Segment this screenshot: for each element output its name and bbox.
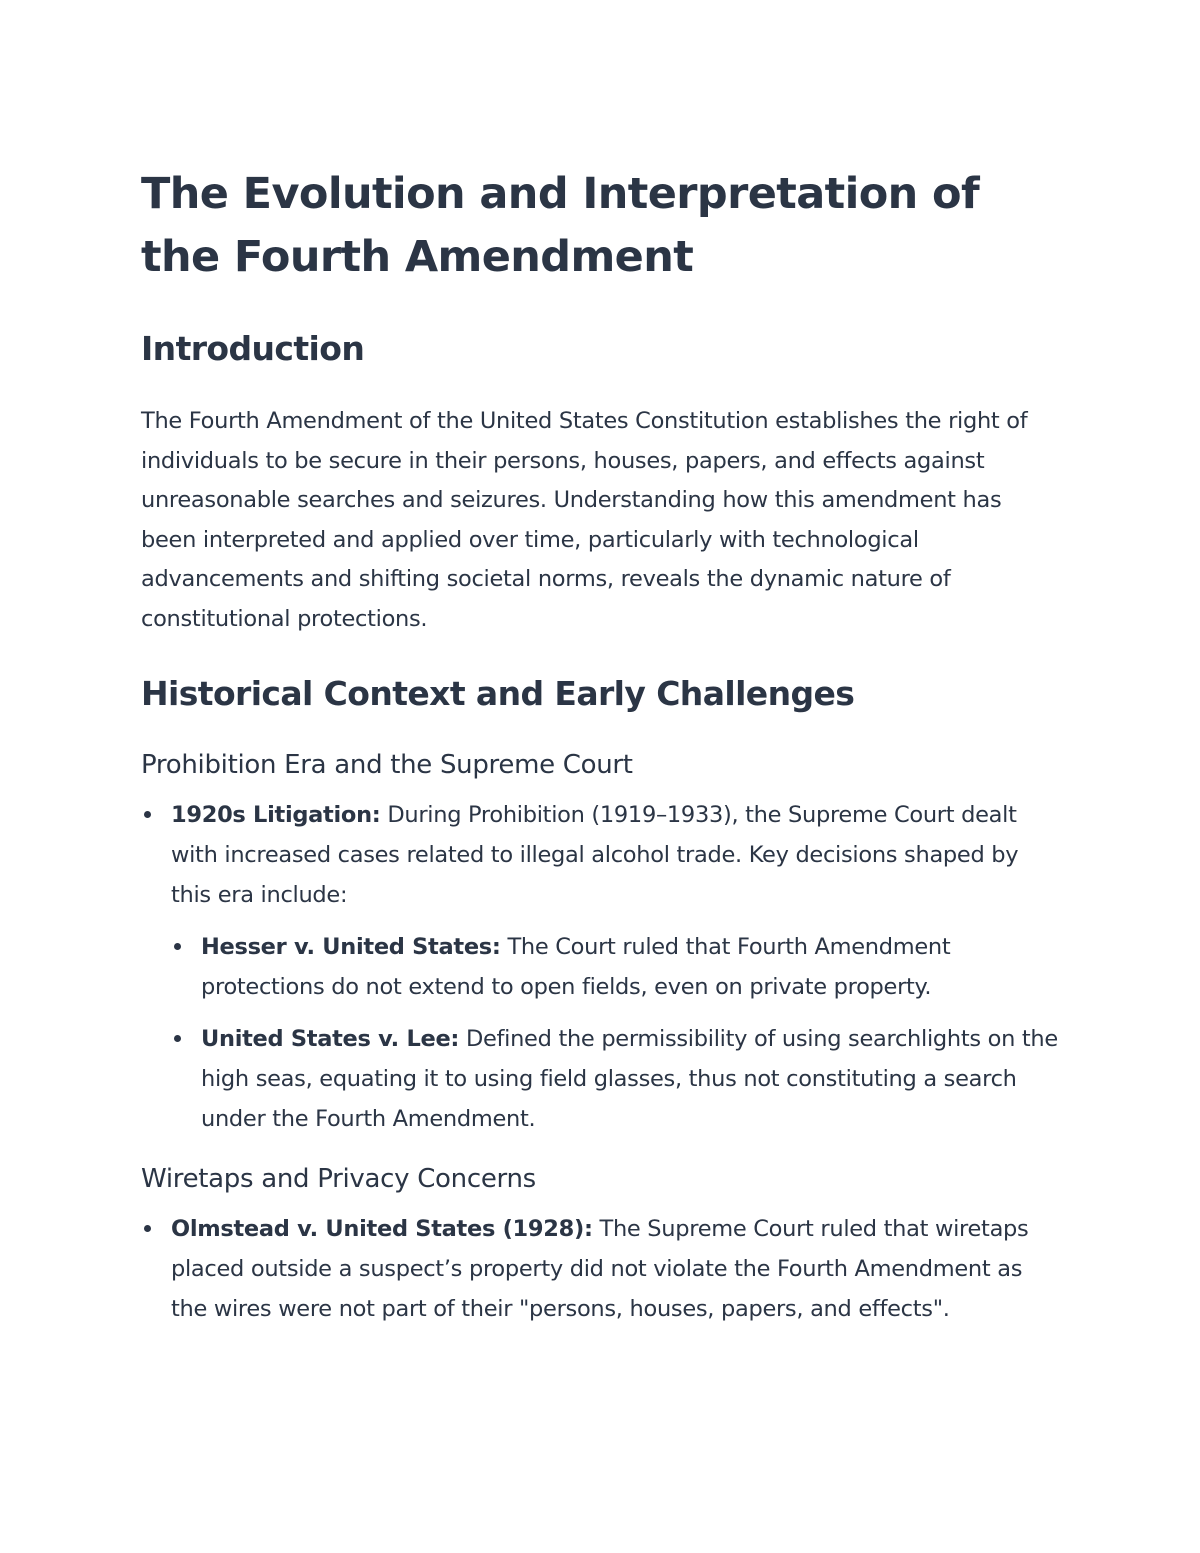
introduction-heading: Introduction [141, 329, 365, 368]
list-item [171, 927, 1060, 1007]
prohibition-list [141, 795, 1060, 1139]
item-label: Hesser v. United States: [201, 934, 501, 960]
item-text: The Court ruled that Fourth Amendment protections do not extend to open fields, even on private property. [201, 934, 951, 1000]
item-label: United States v. Lee: [201, 1026, 460, 1052]
historical-context-heading: Historical Context and Early Challenges [141, 674, 855, 713]
item-text: Defined the permissibility of using searchlights on the high seas, equating it to using field glasses, thus not constituting a search under the Fourth Amendment. [201, 1026, 1058, 1132]
bullet-icon [144, 811, 151, 818]
bullet-icon [174, 943, 181, 950]
list-item [141, 1209, 1060, 1329]
prohibition-era-heading: Prohibition Era and the Supreme Court [141, 750, 633, 780]
item-label: Olmstead v. United States (1928): [171, 1216, 593, 1242]
item-text: The Supreme Court ruled that wiretaps placed outside a suspect’s property did not violate the Fourth Amendment as the wires were not part of their "persons, houses, papers, and effects". [171, 1216, 1029, 1322]
bullet-icon [174, 1035, 181, 1042]
wiretaps-heading: Wiretaps and Privacy Concerns [141, 1164, 536, 1194]
case-sub-list [171, 927, 1060, 1139]
page-title: The Evolution and Interpretation of the Fourth Amendment [141, 169, 980, 282]
introduction-paragraph: The Fourth Amendment of the United States Constitution establishes the right of individuals to be secure in their persons, houses, papers, and effects against unreasonable searches and seizures. Understanding how this amendment has been interpreted and applied over time, particularly with technological advancements and shifting societal norms, reveals the dynamic nature of constitutional protections. [141, 408, 1028, 632]
bullet-icon [144, 1225, 151, 1232]
list-item [141, 795, 1060, 1139]
item-label: 1920s Litigation: [171, 802, 381, 828]
wiretaps-list [141, 1209, 1060, 1329]
item-text: During Prohibition (1919–1933), the Supreme Court dealt with increased cases related to illegal alcohol trade. Key decisions shaped by this era include: [171, 802, 1019, 908]
list-item [171, 1019, 1060, 1139]
